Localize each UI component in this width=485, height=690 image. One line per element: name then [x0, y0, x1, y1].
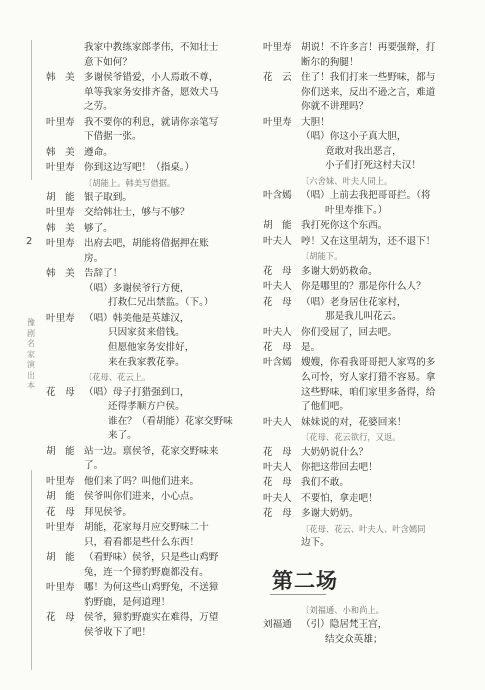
speaker-name: 叶里寿	[46, 312, 75, 324]
dialogue-line: （引）隐居梵王宫，	[301, 619, 388, 631]
speaker-name: 叶含嫣	[263, 190, 292, 202]
dialogue-line: 房。	[84, 252, 104, 264]
dialogue-line: 小子们打死这村夫汉！	[325, 160, 421, 172]
dialogue-line: 胡说！不许多言！再要强辩，打	[301, 42, 436, 53]
speaker-name: 叶夫人	[263, 416, 292, 428]
dialogue-line: 了。	[84, 460, 104, 472]
dialogue-line: 不要怕，拿走吧！	[301, 492, 378, 504]
stage-direction: 〔花母、花云、叶夫人、叶含嫣同	[301, 523, 426, 534]
speaker-name: 叶里寿	[263, 42, 292, 53]
dialogue-line: 叶里寿推下。）	[325, 205, 388, 216]
speaker-name: 叶里寿	[46, 475, 75, 487]
stage-direction: 〔六舍妹、叶夫人同上。	[301, 176, 393, 186]
dialogue-line: 你就不讲理吗？	[301, 101, 369, 113]
dialogue-line: 你到这边写吧！（指桌。）	[84, 162, 195, 173]
margin-book-title: 豫剧名家演出本	[27, 318, 35, 390]
dialogue-line: 他们来了吗？叫他们进来。	[84, 475, 200, 487]
speaker-name: 花 母	[46, 506, 75, 518]
speaker-name: 花 母	[263, 446, 292, 458]
dialogue-line: 边下。	[301, 537, 330, 549]
dialogue-line: 来了。	[108, 430, 137, 442]
speaker-name: 花 母	[46, 386, 75, 398]
dialogue-line: 只因家贫来借钱。	[108, 327, 185, 339]
dialogue-line: 结交众英雄；	[325, 634, 383, 645]
speaker-name: 叶里寿	[263, 116, 292, 128]
dialogue-line: （唱）老身居住花家村，	[301, 296, 407, 308]
dialogue-line: 你们送来，反出不逊之言，难道	[301, 86, 436, 98]
dialogue-line: 多谢大奶奶救命。	[301, 265, 378, 277]
speaker-name: 叶含嫣	[263, 357, 292, 369]
dialogue-line: （唱）多谢侯爷行方便，	[84, 282, 190, 294]
speaker-name: 花 母	[263, 508, 292, 520]
dialogue-line: 豹野鹿，是何道理！	[84, 596, 171, 608]
speaker-name: 叶里寿	[46, 522, 75, 533]
dialogue-line: 住了！我们打来一些野味，都与	[301, 72, 436, 83]
stage-direction: 〔花母、花云欲行，又返。	[301, 432, 401, 443]
dialogue-line: 出府去吧，胡能将借据押在账	[84, 238, 209, 250]
dialogue-line: （唱）你这小子真大胆，	[301, 131, 407, 143]
dialogue-line: 意下如何？	[84, 56, 132, 68]
speaker-name: 胡 能	[46, 445, 75, 457]
speaker-name: 花 母	[263, 342, 292, 353]
dialogue-line: 断尔的狗腿！	[301, 56, 359, 68]
speaker-name: 花 母	[46, 612, 75, 623]
speaker-name: 叶夫人	[263, 235, 292, 247]
stage-direction: 〔胡能上。韩美写借据。	[84, 177, 176, 188]
dialogue-line: 单等我家务安排齐备，愿效犬马	[84, 86, 219, 98]
dialogue-line: 大奶奶说什么？	[301, 446, 369, 458]
dialogue-line: 多谢大奶奶。	[301, 508, 359, 520]
dialogue-line: 么可怜，穷人家打猎不容易。拿	[301, 372, 436, 383]
dialogue-line: 那是我儿叫花云。	[325, 311, 402, 323]
dialogue-line: 这些野味，咱们家里多备得，给	[301, 386, 436, 398]
speaker-name: 花 母	[263, 296, 292, 308]
speaker-name: 叶里寿	[46, 207, 75, 219]
dialogue-line: 大胆！	[301, 116, 330, 128]
dialogue-line: 是。	[301, 342, 321, 353]
scene-title-rule	[270, 594, 326, 595]
dialogue-line: 竟敢对我出恶言，	[325, 145, 402, 157]
dialogue-line: 谁在？（看胡能）花家交野味	[108, 415, 233, 427]
speaker-name: 韩 美	[46, 222, 75, 234]
speaker-name: 叶里寿	[46, 116, 75, 128]
dialogue-line: 我们不敢。	[301, 477, 349, 489]
stage-direction: 〔胡能下。	[301, 251, 343, 262]
speaker-name: 叶夫人	[263, 492, 292, 504]
speaker-name: 花 云	[263, 72, 292, 83]
dialogue-line: 拜见侯爷。	[84, 506, 132, 518]
dialogue-line: 下借据一张。	[84, 131, 142, 143]
dialogue-line: 够了。	[84, 222, 113, 234]
speaker-name: 胡 能	[46, 491, 75, 503]
dialogue-line: 嫂嫂，你看我哥哥把人家骂的多	[301, 357, 436, 369]
stage-direction: 〔刘福通、小和尚上。	[301, 605, 384, 615]
dialogue-line: 哼！又在这里胡为，还不退下！	[301, 235, 436, 247]
dialogue-line: 交给韩壮士，够与不够？	[84, 207, 190, 219]
dialogue-line: 来在我家教花拳。	[108, 356, 185, 368]
dialogue-line: 站一边。禀侯爷，花家交野味来	[84, 445, 219, 457]
speaker-name: 叶夫人	[263, 281, 292, 293]
dialogue-line: 侯爷收下了吧！	[84, 626, 152, 638]
dialogue-line: 你是哪里的？那是你什么人？	[301, 281, 426, 293]
dialogue-line: 打救仁兄出禁监。（下。）	[108, 297, 214, 309]
dialogue-line: 你把这带回去吧！	[301, 462, 378, 473]
dialogue-line: 但愿他家务安排好，	[108, 342, 195, 353]
dialogue-line: （唱）上前去我把哥哥拦。（将	[301, 190, 431, 202]
dialogue-line: 告辞了！	[84, 268, 123, 280]
stage-direction: 〔花母、花云上。	[84, 372, 151, 383]
speaker-name: 胡 能	[46, 192, 75, 203]
scene-title: 第二场	[272, 568, 338, 593]
speaker-name: 胡 能	[263, 220, 292, 232]
dialogue-line: 只，看看都是些什么东西！	[84, 536, 200, 548]
speaker-name: 叶夫人	[263, 462, 292, 473]
dialogue-line: 银子取到。	[84, 192, 132, 203]
dialogue-line: 我打死你这个东西。	[301, 220, 388, 232]
speaker-name: 叶里寿	[46, 238, 75, 250]
dialogue-line: 你们受屈了，回去吧。	[301, 326, 397, 338]
margin-page-number: 2	[26, 236, 33, 247]
speaker-name: 花 母	[263, 477, 292, 489]
dialogue-line: 兔，连一个獐豹野鹿都没有。	[84, 566, 209, 578]
margin-rule	[31, 40, 32, 180]
speaker-name: 叶里寿	[46, 582, 75, 593]
dialogue-line: 遵命。	[84, 146, 113, 158]
dialogue-line: 多谢侯爷错爱，小人焉敢不尊，	[84, 72, 219, 83]
dialogue-line: 了他们吧。	[301, 401, 349, 413]
margin-rule	[31, 470, 32, 670]
speaker-name: 叶夫人	[263, 326, 292, 338]
dialogue-line: 妹妹说的对，花婆回来！	[301, 416, 407, 428]
speaker-name: 叶里寿	[46, 162, 75, 173]
dialogue-line: 我家中教练家郎孝伟，不知壮士	[84, 42, 219, 53]
speaker-name: 韩 美	[46, 146, 75, 158]
dialogue-line: 还得孝顺方户侯。	[108, 401, 185, 413]
speaker-name: 刘福通	[263, 619, 292, 631]
dialogue-line: 侯爷，獐豹野鹿实在难得，万望	[84, 612, 219, 623]
dialogue-line: 我不要你的利息，就请你亲笔写	[84, 116, 219, 128]
speaker-name: 花 母	[263, 265, 292, 277]
dialogue-line: 胡能，花家每月应交野味二十	[84, 522, 209, 533]
speaker-name: 韩 美	[46, 72, 75, 83]
speaker-name: 胡 能	[46, 552, 75, 563]
speaker-name: 韩 美	[46, 268, 75, 280]
dialogue-line: 哪！为何这些山鸡野兔，不送獐	[84, 582, 219, 593]
dialogue-line: 之劳。	[84, 101, 113, 113]
dialogue-line: 侯爷叫你们进来，小心点。	[84, 491, 200, 503]
dialogue-line: （唱）韩美他是英雄汉，	[84, 312, 190, 324]
dialogue-line: （看野味）侯爷，只是些山鸡野	[84, 552, 219, 563]
dialogue-line: （唱）母子打猎强到口，	[84, 386, 190, 398]
